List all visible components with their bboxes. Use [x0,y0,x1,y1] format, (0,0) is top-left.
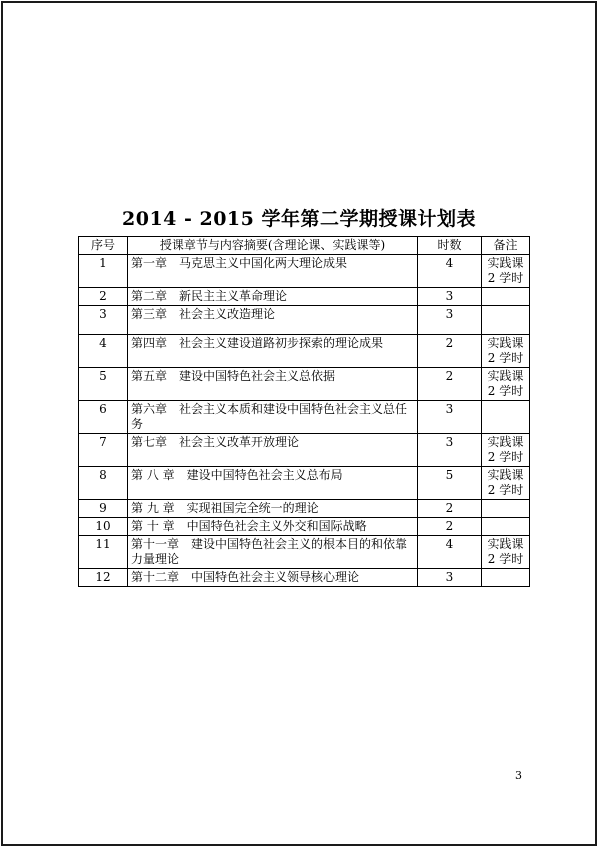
row-note-hours: 2 学时 [487,483,524,497]
row-note [482,255,530,288]
table-header-row [79,237,530,255]
row-no: 10 [79,518,128,536]
page-number: 3 [515,769,522,782]
row-note [482,500,530,518]
row-note [482,434,530,467]
table-row [79,306,530,335]
row-hours: 3 [418,401,482,434]
row-content: 第十一章 建设中国特色社会主义的根本目的和依靠力量理论 [128,536,418,569]
table-row [79,500,530,518]
row-no: 6 [79,401,128,434]
row-no: 7 [79,434,128,467]
row-hours: 3 [418,434,482,467]
row-note-type: 实践课 [487,435,524,449]
row-no: 3 [79,306,128,335]
row-content: 第三章 社会主义改造理论 [128,306,418,335]
row-note-hours: 2 学时 [487,384,524,398]
header-note: 备注 [482,237,530,255]
row-note [482,335,530,368]
table-row [79,467,530,500]
table-row [79,368,530,401]
row-note [482,288,530,306]
row-hours: 2 [418,368,482,401]
row-content: 第五章 建设中国特色社会主义总依据 [128,368,418,401]
row-note-type: 实践课 [487,468,524,482]
row-content: 第二章 新民主主义革命理论 [128,288,418,306]
row-hours: 5 [418,467,482,500]
row-no: 5 [79,368,128,401]
document-title: 2014 - 2015 学年第二学期授课计划表 [122,208,476,230]
row-note-type: 实践课 [487,256,524,270]
row-note [482,401,530,434]
row-content: 第一章 马克思主义中国化两大理论成果 [128,255,418,288]
row-note [482,368,530,401]
row-hours: 4 [418,536,482,569]
row-hours: 3 [418,306,482,335]
header-content: 授课章节与内容摘要(含理论课、实践课等) [128,237,418,255]
row-no: 4 [79,335,128,368]
table-row [79,569,530,587]
row-no: 12 [79,569,128,587]
table-body [79,255,530,587]
row-hours: 3 [418,569,482,587]
table-row [79,536,530,569]
row-note-type: 实践课 [487,336,524,350]
row-note [482,518,530,536]
row-no: 11 [79,536,128,569]
row-note [482,569,530,587]
row-no: 1 [79,255,128,288]
row-no: 2 [79,288,128,306]
table-row [79,288,530,306]
table-row [79,401,530,434]
row-hours: 2 [418,518,482,536]
table-row [79,255,530,288]
row-note-hours: 2 学时 [487,552,524,566]
row-hours: 2 [418,500,482,518]
row-hours: 4 [418,255,482,288]
table-row [79,335,530,368]
row-content: 第 八 章 建设中国特色社会主义总布局 [128,467,418,500]
table-row [79,518,530,536]
row-note-hours: 2 学时 [487,450,524,464]
row-content: 第七章 社会主义改革开放理论 [128,434,418,467]
row-hours: 3 [418,288,482,306]
row-note-type: 实践课 [487,537,524,551]
header-hours: 时数 [418,237,482,255]
row-content: 第 十 章 中国特色社会主义外交和国际战略 [128,518,418,536]
row-no: 9 [79,500,128,518]
row-content: 第十二章 中国特色社会主义领导核心理论 [128,569,418,587]
row-note-hours: 2 学时 [487,271,524,285]
row-note-hours: 2 学时 [487,351,524,365]
row-content: 第六章 社会主义本质和建设中国特色社会主义总任务 [128,401,418,434]
teaching-plan-table [78,236,530,587]
header-no: 序号 [79,237,128,255]
row-note [482,306,530,335]
row-note-type: 实践课 [487,369,524,383]
document-page [1,1,597,846]
row-no: 8 [79,467,128,500]
table-row [79,434,530,467]
row-content: 第 九 章 实现祖国完全统一的理论 [128,500,418,518]
row-note [482,536,530,569]
row-content: 第四章 社会主义建设道路初步探索的理论成果 [128,335,418,368]
row-note [482,467,530,500]
row-hours: 2 [418,335,482,368]
